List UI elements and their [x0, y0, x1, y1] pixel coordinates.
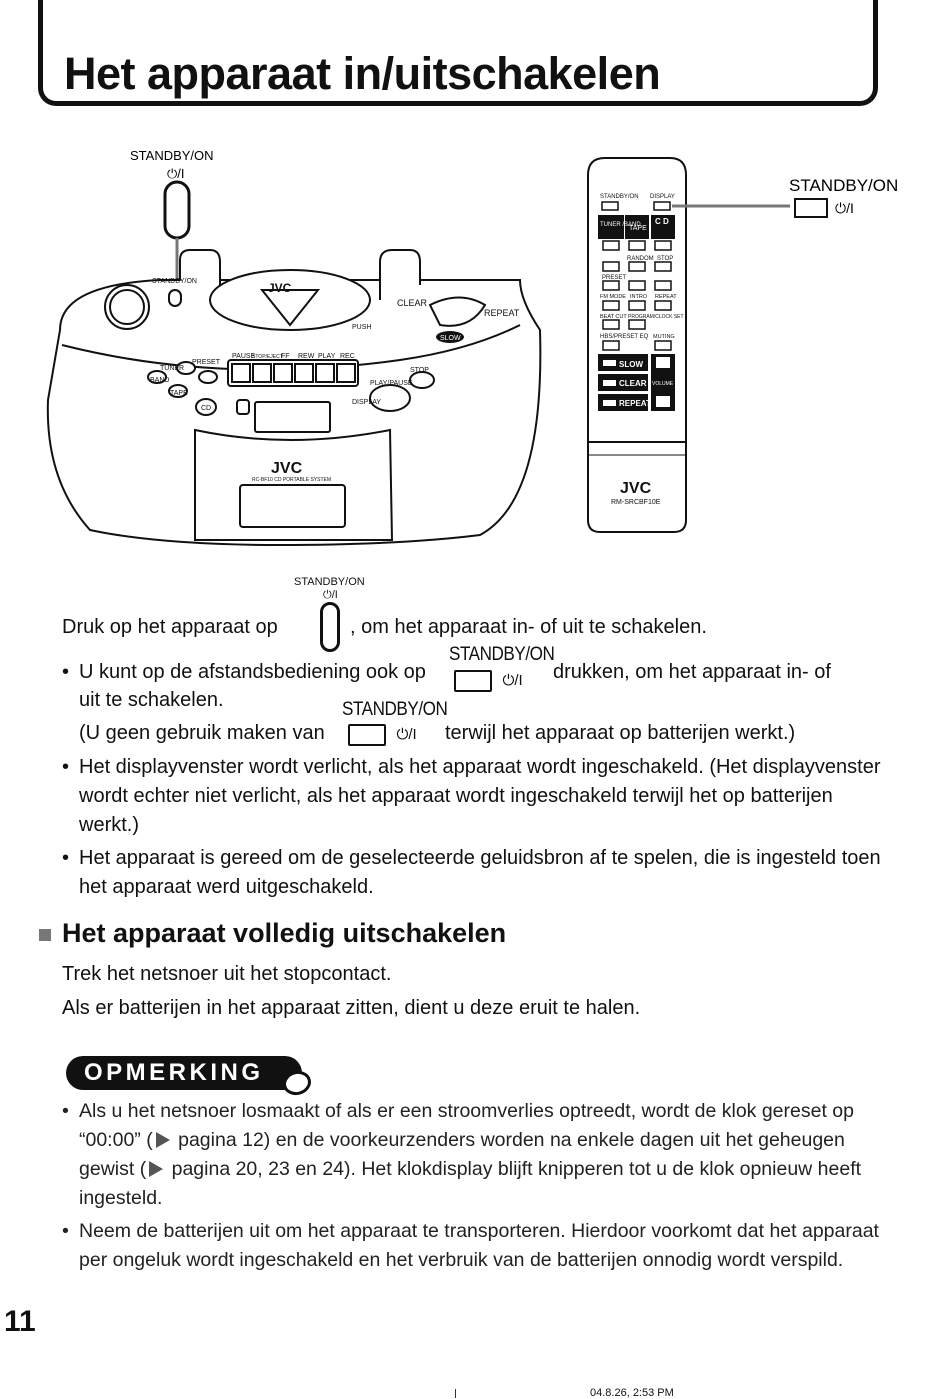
svg-text:VOLUME: VOLUME	[652, 381, 674, 387]
inline-power-symbol: ⏻/I	[323, 589, 338, 601]
svg-text:BEAT CUT: BEAT CUT	[600, 314, 627, 320]
remote-standby-button-icon: ⏻/I	[454, 670, 523, 692]
page-reference-arrow-icon	[149, 1161, 163, 1177]
svg-text:PLAY: PLAY	[318, 353, 336, 360]
svg-text:STANDBY/ON: STANDBY/ON	[152, 278, 197, 285]
page-number: 11	[4, 1305, 36, 1338]
svg-text:TAPE: TAPE	[170, 390, 188, 397]
section-title: Het apparaat volledig uitschakelen	[62, 918, 507, 948]
remote-standby-button-icon-2: ⏻/I	[348, 724, 417, 746]
svg-text:STOP: STOP	[657, 256, 674, 262]
svg-text:CLEAR: CLEAR	[397, 298, 428, 308]
svg-text:MUTING: MUTING	[653, 334, 675, 340]
svg-text:PROGRAM/CLOCK SET: PROGRAM/CLOCK SET	[628, 314, 684, 320]
inline-standby-label: STANDBY/ON	[294, 576, 365, 588]
footer-divider	[455, 1389, 456, 1398]
svg-text:REC: REC	[340, 353, 355, 360]
svg-text:CD: CD	[201, 405, 212, 412]
note-badge: OPMERKING	[66, 1056, 302, 1090]
svg-text:JVC: JVC	[268, 281, 292, 295]
bullet1-standby-label: STANDBY/ON	[449, 644, 555, 665]
standby-button-icon	[320, 602, 340, 652]
instruction-suffix: , om het apparaat in- of uit te schakelen.	[350, 616, 707, 638]
svg-text:SLOW: SLOW	[440, 335, 461, 342]
svg-text:PLAY/PAUSE: PLAY/PAUSE	[370, 380, 413, 387]
svg-text:C D: C D	[655, 217, 669, 226]
power-symbol: ⏻/I	[167, 166, 185, 181]
remote-callout-label: STANDBY/ON	[789, 176, 899, 195]
device-illustration	[0, 130, 950, 560]
note-item-1: • Als u het netsnoer losmaakt of als er een stroomverlies optreedt, wordt de klok gereset op “00:00” ( pagina 12) en de voorkeurzenders worden na enkele dagen uit het geheugen gewist ( pagina 20, 23 en 24). Het klokdisplay blijft knipperen tot u de klok opnieuw heeft ingesteld.	[62, 1100, 862, 1209]
note-item-2: • Neem de batterijen uit om het apparaat te transporteren. Hierdoor voorkomt dat het apparaat per ongeluk wordt ingeschakeld en het verbruik van de batterijen onnodig wordt verspild.	[62, 1220, 879, 1271]
svg-text:RANDOM: RANDOM	[627, 256, 654, 262]
standby-label: STANDBY/ON	[130, 148, 214, 163]
svg-text:DISPLAY: DISPLAY	[352, 399, 382, 406]
svg-text:RM-SRCBF10E: RM-SRCBF10E	[611, 499, 661, 506]
svg-text:REPEAT: REPEAT	[655, 294, 677, 300]
svg-text:TUNER: TUNER	[160, 365, 185, 372]
bullet1-paren-prefix: (U geen gebruik maken van	[79, 722, 325, 744]
svg-text:FM MODE: FM MODE	[600, 294, 626, 300]
section-line-2: Als er batterijen in het apparaat zitten, dient u deze eruit te halen.	[62, 997, 641, 1019]
svg-text:DISPLAY: DISPLAY	[650, 194, 675, 200]
svg-text:PAUSE: PAUSE	[232, 353, 256, 360]
svg-text:TUNER /BAND: TUNER /BAND	[600, 222, 641, 228]
svg-text:FF: FF	[281, 353, 290, 360]
bullet-2: • Het displayvenster wordt verlicht, als het apparaat wordt ingeschakeld. (Het displayvenster wordt echter niet verlicht, als het apparaat wordt ingeschakeld terwijl het op batterijen werkt.)	[62, 756, 881, 836]
svg-text:REPEAT: REPEAT	[619, 399, 651, 408]
svg-text:STOP: STOP	[410, 367, 429, 374]
svg-text:STANDBY/ON: STANDBY/ON	[600, 194, 639, 200]
page-reference-arrow-icon	[156, 1132, 170, 1148]
bullet1-suffix: drukken, om het apparaat in- of	[553, 661, 831, 683]
svg-text:HBS/PRESET EQ: HBS/PRESET EQ	[600, 334, 649, 340]
svg-text:INTRO: INTRO	[630, 294, 648, 300]
svg-text:⏻/I: ⏻/I	[835, 200, 854, 216]
boombox	[48, 250, 541, 545]
svg-text:STOP/EJECT: STOP/EJECT	[252, 354, 283, 360]
svg-text:SLOW: SLOW	[619, 360, 643, 369]
bullet-1: • U kunt op de afstandsbediening ook op	[62, 661, 426, 683]
page-title: Het apparaat in/uitschakelen	[64, 48, 661, 99]
svg-text:PUSH: PUSH	[352, 324, 372, 331]
svg-text:RC-BF10 CD PORTABLE SYSTEM: RC-BF10 CD PORTABLE SYSTEM	[252, 477, 331, 483]
svg-text:PRESET: PRESET	[602, 275, 627, 281]
svg-text:REW: REW	[298, 353, 315, 360]
section-marker	[39, 929, 51, 941]
standby-button-zoom	[165, 182, 189, 238]
instruction-prefix: Druk op het apparaat op	[62, 616, 278, 638]
bullet1-paren-suffix: terwijl het apparaat op batterijen werkt.)	[445, 722, 796, 744]
svg-text:TAPE: TAPE	[629, 225, 647, 232]
svg-text:JVC: JVC	[271, 460, 303, 477]
svg-text:CLEAR: CLEAR	[619, 379, 647, 388]
bullet1-line2: uit te schakelen.	[79, 689, 224, 711]
svg-text:BAND: BAND	[150, 377, 170, 384]
svg-text:REPEAT: REPEAT	[484, 308, 520, 318]
bullet-3: • Het apparaat is gereed om de geselecteerde geluidsbron af te spelen, die is ingesteld toen het apparaat werd uitgeschakeld.	[62, 847, 881, 898]
section-line-1: Trek het netsnoer uit het stopcontact.	[62, 963, 392, 985]
bullet1-paren-standby-label: STANDBY/ON	[342, 699, 448, 720]
footer-timestamp: 04.8.26, 2:53 PM	[590, 1387, 674, 1399]
svg-text:JVC: JVC	[620, 480, 652, 497]
svg-text:PRESET: PRESET	[192, 359, 221, 366]
